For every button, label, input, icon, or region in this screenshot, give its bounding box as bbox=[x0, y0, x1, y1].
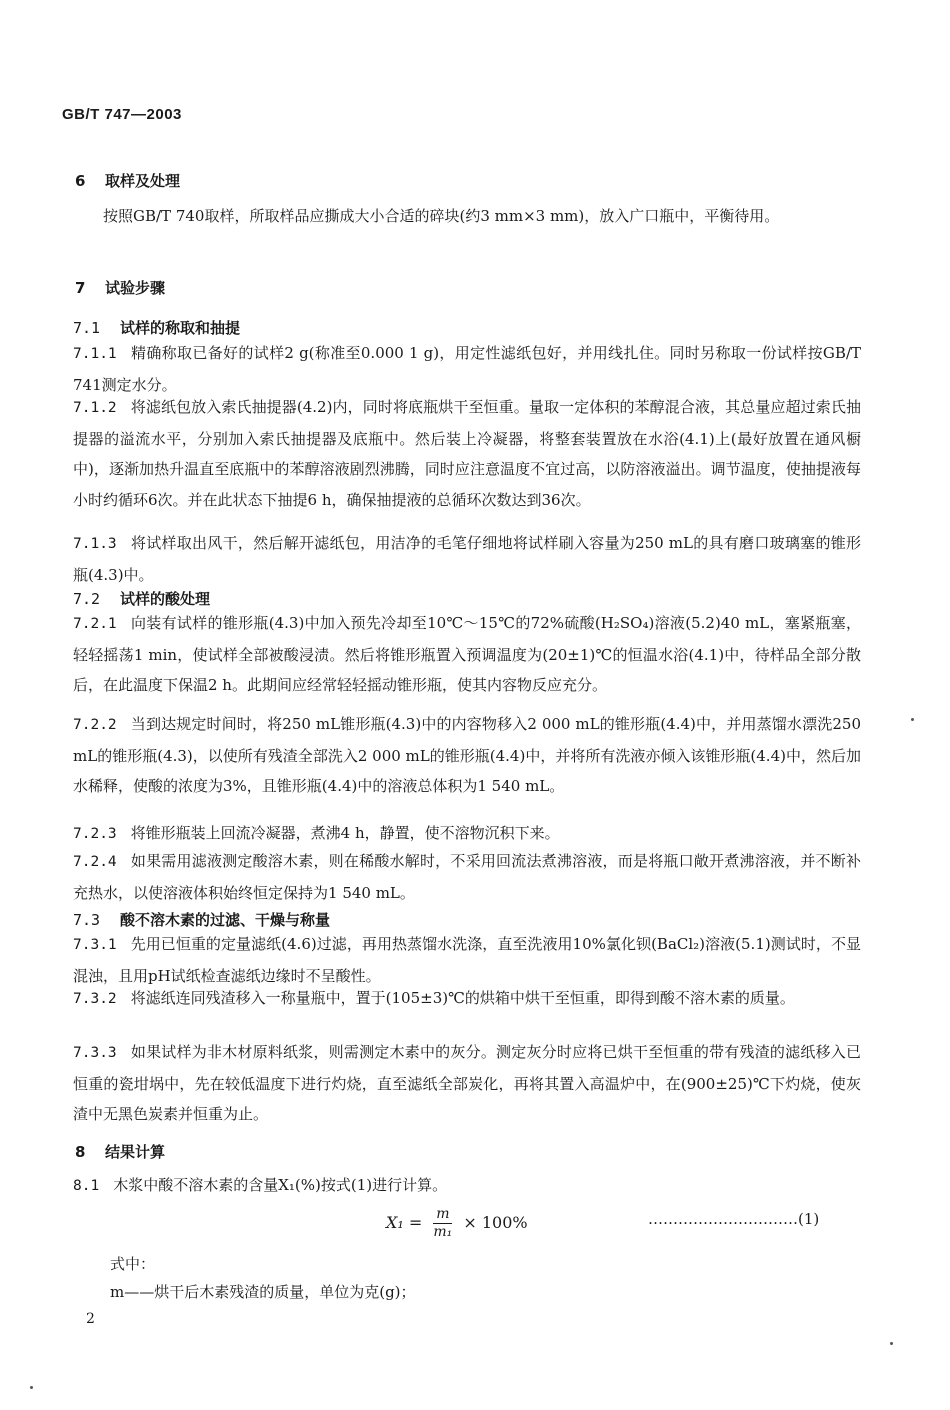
clause-7-2-4 bbox=[73, 846, 861, 908]
paragraph-text: 按照GB/T 740取样，所取样品应撕成大小合适的碎块(约3 mm×3 mm)，放入广口瓶中，平衡待用。 bbox=[103, 207, 780, 225]
clause-number: 7.3.2 bbox=[73, 991, 117, 1007]
section-8-heading bbox=[75, 1141, 165, 1162]
clause-number: 7.1.3 bbox=[73, 536, 117, 552]
section-number: 7.1 bbox=[73, 319, 101, 337]
clause-number: 7.2.3 bbox=[73, 826, 117, 842]
clause-7-2-2 bbox=[73, 709, 861, 802]
clause-number: 7.2.1 bbox=[73, 616, 117, 632]
clause-7-3-2 bbox=[73, 983, 861, 1015]
clause-text: 将锥形瓶装上回流冷凝器，煮沸4 h，静置，使不溶物沉积下来。 bbox=[130, 824, 560, 842]
clause-7-2-1 bbox=[73, 608, 861, 701]
clause-number: 8.1 bbox=[73, 1178, 100, 1194]
scan-speck bbox=[890, 1342, 893, 1345]
clause-7-2-3 bbox=[73, 818, 861, 850]
clause-text: 如果试样为非木材原料纸浆，则需测定木素中的灰分。测定灰分时应将已烘干至恒重的带有残渣的滤纸移入已恒重的瓷坩埚中，先在较低温度下进行灼烧，直至滤纸全部炭化，再将其置入高温炉中，在(900±25)℃下灼烧，使灰渣中无黑色炭素并恒重为止。 bbox=[73, 1043, 861, 1123]
clause-8-1 bbox=[73, 1170, 861, 1202]
clause-text: 将滤纸包放入索氏抽提器(4.2)内，同时将底瓶烘干至恒重。量取一定体积的苯醇混合液，其总量应超过索氏抽提器的溢流水平，分别加入索氏抽提器及底瓶中。然后装上冷凝器，将整套装置放在水浴(4.1)上(最好放置在通风橱中)，逐渐加热升温直至底瓶中的苯醇溶液剧烈沸腾，同时应注意温度不宜过高，以防溶液溢出。调节温度，使抽提液每小时约循环6次。并在此状态下抽提6 h，确保抽提液的总循环次数达到36次。 bbox=[73, 398, 861, 509]
clause-number: 7.2.4 bbox=[73, 854, 117, 870]
section-7-2-heading bbox=[73, 588, 210, 609]
section-title: 试样的称取和抽提 bbox=[120, 319, 241, 337]
formula-fraction bbox=[433, 1206, 452, 1241]
clause-7-1-3 bbox=[73, 528, 861, 590]
clause-number: 7.2.2 bbox=[73, 717, 117, 733]
formula-numerator: m bbox=[433, 1206, 452, 1224]
section-6-heading bbox=[75, 170, 180, 191]
section-number: 7.2 bbox=[73, 590, 101, 608]
where-label: 式中： bbox=[110, 1255, 156, 1273]
clause-7-3-3 bbox=[73, 1037, 861, 1130]
formula-denominator: m₁ bbox=[433, 1224, 453, 1240]
section-number: 7.3 bbox=[73, 911, 101, 929]
clause-7-3-1 bbox=[73, 929, 861, 991]
clause-7-1-2 bbox=[73, 392, 861, 515]
section-title: 结果计算 bbox=[105, 1143, 166, 1161]
section-title: 取样及处理 bbox=[105, 172, 181, 190]
clause-number: 7.3.3 bbox=[73, 1045, 117, 1061]
clause-text: 先用已恒重的定量滤纸(4.6)过滤，再用热蒸馏水洗涤，直至洗液用10%氯化钡(BaCl₂)溶液(5.1)测试时，不显混浊，且用pH试纸检查滤纸边缘时不呈酸性。 bbox=[73, 935, 861, 985]
variable-definition-m: m——烘干后木素残渣的质量，单位为克(g)； bbox=[110, 1283, 416, 1301]
equation-number: …………………………(1) bbox=[648, 1210, 820, 1228]
clause-number: 7.1.1 bbox=[73, 346, 117, 362]
section-7-3-heading bbox=[73, 909, 330, 930]
clause-text: 如果需用滤液测定酸溶木素，则在稀酸水解时，不采用回流法煮沸溶液，而是将瓶口敞开煮沸溶液，并不断补充热水，以使溶液体积始终恒定保持为1 540 mL。 bbox=[73, 852, 861, 902]
section-number: 7 bbox=[75, 279, 86, 297]
section-7-1-heading bbox=[73, 317, 240, 338]
clause-text: 将试样取出风干，然后解开滤纸包，用洁净的毛笔仔细地将试样刷入容量为250 mL的具有磨口玻璃塞的锥形瓶(4.3)中。 bbox=[73, 534, 861, 584]
clause-text: 木浆中酸不溶木素的含量X₁(%)按式(1)进行计算。 bbox=[113, 1176, 448, 1194]
section-6-paragraph bbox=[73, 201, 861, 232]
section-7-heading bbox=[75, 277, 165, 298]
clause-number: 7.3.1 bbox=[73, 937, 117, 953]
section-number: 8 bbox=[75, 1143, 86, 1161]
section-title: 试样的酸处理 bbox=[120, 590, 211, 608]
standard-id: GB/T 747—2003 bbox=[62, 106, 182, 123]
clause-text: 当到达规定时间时，将250 mL锥形瓶(4.3)中的内容物移入2 000 mL的锥形瓶(4.4)中，并用蒸馏水漂洗250 mL的锥形瓶(4.3)，以使所有残渣全部洗入2 000 mL的锥形瓶(4.4)中，并将所有洗液亦倾入该锥形瓶(4.4)中，然后加水稀释，使酸的浓度为3%，且锥形瓶(4.4)中的溶液总体积为1 540 mL。 bbox=[73, 715, 861, 795]
clause-7-1-1 bbox=[73, 338, 861, 400]
section-number: 6 bbox=[75, 172, 86, 190]
section-title: 酸不溶木素的过滤、干燥与称量 bbox=[120, 911, 331, 929]
clause-text: 将滤纸连同残渣移入一称量瓶中，置于(105±3)℃的烘箱中烘干至恒重，即得到酸不溶木素的质量。 bbox=[130, 989, 795, 1007]
formula-rhs: × 100% bbox=[463, 1213, 528, 1232]
clause-text: 精确称取已备好的试样2 g(称准至0.000 1 g)，用定性滤纸包好，并用线扎住。同时另称取一份试样按GB/T 741测定水分。 bbox=[73, 344, 861, 394]
clause-number: 7.1.2 bbox=[73, 400, 117, 416]
clause-text: 向装有试样的锥形瓶(4.3)中加入预先冷却至10℃～15℃的72%硫酸(H₂SO₄)溶液(5.2)40 mL，塞紧瓶塞，轻轻摇荡1 min，使试样全部被酸浸渍。然后将锥形瓶置入预调温度为(20±1)℃的恒温水浴(4.1)中，待样品全部分散后，在此温度下保温2 h。此期间应经常轻轻摇动锥形瓶，使其内容物反应充分。 bbox=[73, 614, 861, 694]
formula-1 bbox=[386, 1206, 528, 1241]
scan-speck bbox=[30, 1386, 33, 1389]
formula-lhs: X₁ = bbox=[386, 1213, 423, 1232]
scan-speck bbox=[911, 718, 914, 721]
page-number: 2 bbox=[86, 1311, 95, 1327]
section-title: 试验步骤 bbox=[105, 279, 166, 297]
